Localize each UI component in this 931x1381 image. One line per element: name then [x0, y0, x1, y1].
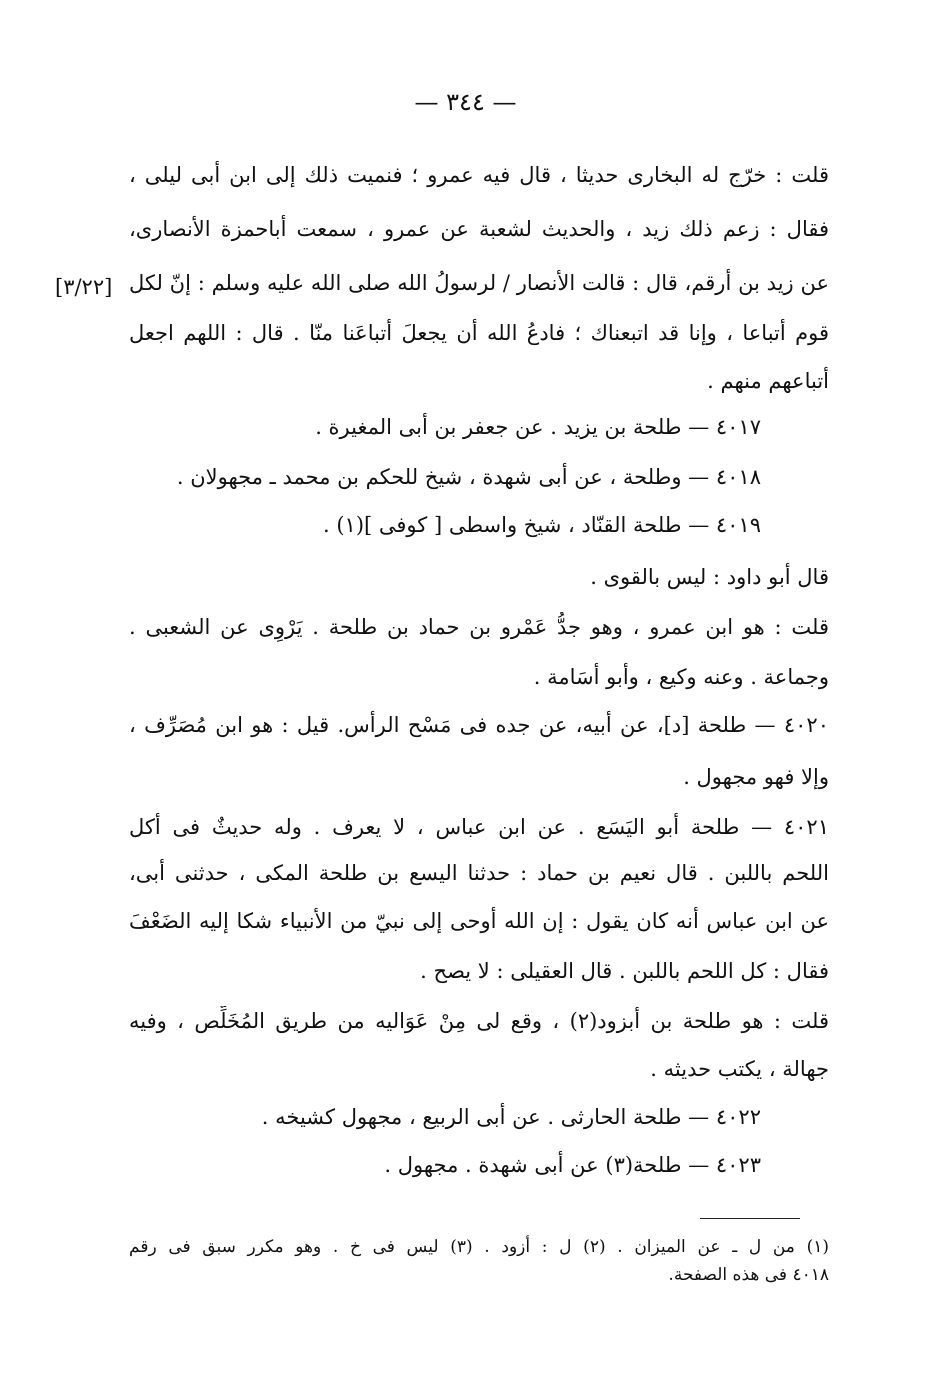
margin-reference: [٣/٢٢]	[55, 275, 113, 299]
text-line: قال أبو داود : ليس بالقوى .	[590, 565, 829, 589]
text-line: أتباعهم منهم .	[707, 369, 829, 393]
entry-4020: ٤٠٢٠ — طلحة [د]، عن أبيه، عن جده فى مَسْح الرأس. قيل : هو ابن مُصَرِّف ،	[129, 713, 829, 737]
entry-4019: ٤٠١٩ — طلحة القنّاد ، شيخ واسطى [ كوفى ](١) .	[323, 513, 761, 537]
entry-4022: ٤٠٢٢ — طلحة الحارثى . عن أبى الربيع ، مجهول كشيخه .	[261, 1105, 761, 1129]
text-line: فقال : كل اللحم باللبن . قال العقيلى : لا يصح .	[420, 959, 829, 983]
text-line: قوم أتباعا ، وإنا قد اتبعناك ؛ فادعُ الله أن يجعلَ أتباعَنا منّا . قال : اللهم اجعل	[129, 321, 829, 345]
text-line: قلت : هو ابن عمرو ، وهو جدُّ عَمْرو بن حماد بن طلحة . يَرْوِى عن الشعبى .	[129, 615, 829, 639]
entry-4017: ٤٠١٧ — طلحة بن يزيد . عن جعفر بن أبى المغيرة .	[315, 415, 761, 439]
text-line: فقال : زعم ذلك زيد ، والحديث لشعبة عن عمرو ، سمعت أباحمزة الأنصارى،	[129, 217, 829, 241]
text-line: عن ابن عباس أنه كان يقول : إن الله أوحى إلى نبيّ من الأنبياء شكا إليه الضَعْفَ	[129, 909, 829, 933]
footnote-line: ٤٠١٨ فى هذه الصفحة.	[668, 1265, 829, 1285]
text-line: وإلا فهو مجهول .	[683, 765, 829, 789]
text-line: اللحم باللبن . قال نعيم بن حماد : حدثنا اليسع بن طلحة المكى ، حدثنى أبى،	[129, 861, 829, 885]
page-number: — ٣٤٤ —	[414, 88, 517, 116]
entry-4023: ٤٠٢٣ — طلحة(٣) عن أبى شهدة . مجهول .	[384, 1153, 761, 1177]
text-line: قلت : هو طلحة بن أبزود(٢) ، وقع لى مِنْ عَوَاليه من طريق المُخَلِّص ، وفيه	[129, 1009, 829, 1033]
text-line: جهالة ، يكتب حديثه .	[650, 1057, 829, 1081]
entry-4021: ٤٠٢١ — طلحة أبو اليَسَع . عن ابن عباس ، لا يعرف . وله حديثٌ فى أكل	[129, 815, 829, 839]
text-line: وجماعة . وعنه وكيع ، وأبو أسَامة .	[533, 665, 829, 689]
footnote-line: (١) من ل ـ عن الميزان . (٢) ل : أزود . (٣) ليس فى خ . وهو مكرر سبق فى رقم	[129, 1237, 829, 1257]
entry-4018: ٤٠١٨ — وطلحة ، عن أبى شهدة ، شيخ للحكم بن محمد ـ مجهولان .	[176, 465, 761, 489]
footnote-divider	[700, 1218, 800, 1219]
text-line: عن زيد بن أرقم، قال : قالت الأنصار / لرسولُ الله صلى الله عليه وسلم : إنّ لكل	[129, 271, 829, 295]
text-line: قلت : خرّج له البخارى حديثا ، قال فيه عمرو ؛ فنميت ذلك إلى ابن أبى ليلى ،	[129, 163, 829, 187]
